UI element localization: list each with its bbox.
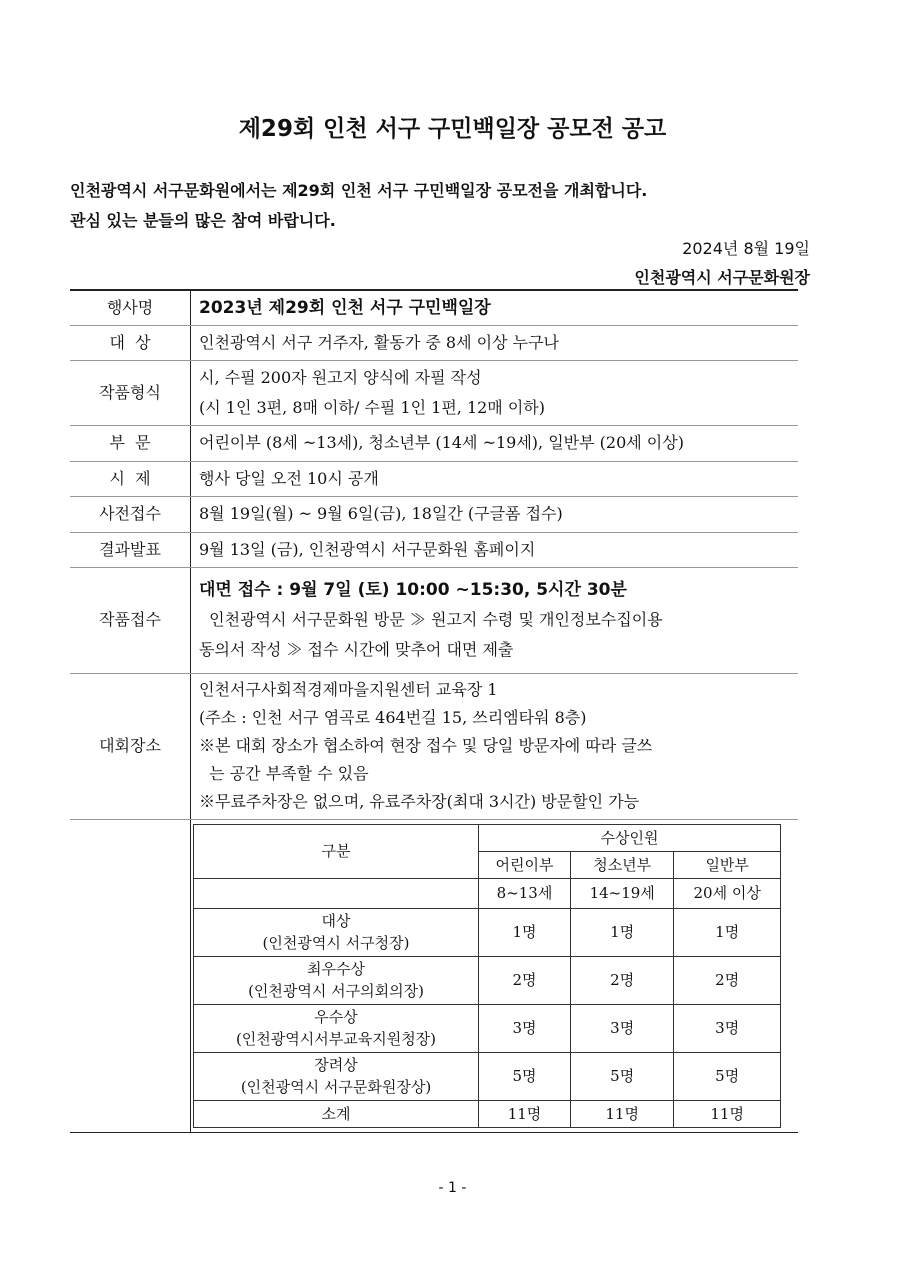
row-value: 어린이부 (8세 ~13세), 청소년부 (14세 ~19세), 일반부 (20세 이상) — [191, 425, 799, 461]
award-count: 3명 — [479, 1004, 571, 1052]
row-label: 행사명 — [70, 290, 191, 325]
line: (시 1인 3편, 8매 이하/ 수필 1인 1편, 12매 이하) — [199, 397, 546, 417]
award-name — [194, 908, 479, 956]
intro-line: 인천광역시 서구문화원에서는 제29회 인천 서구 구민백일장 공모전을 개최합니다. — [70, 181, 648, 200]
line: 인천서구사회적경제마을지원센터 교육장 1 — [199, 680, 498, 699]
award-count: 3명 — [571, 1004, 674, 1052]
notice-date: 2024년 8월 19일 — [682, 239, 810, 258]
total-value: 11명 — [674, 1100, 781, 1127]
award-count: 3명 — [674, 1004, 781, 1052]
intro-line: 관심 있는 분들의 많은 참여 바랍니다. — [70, 211, 336, 230]
award-count: 5명 — [571, 1052, 674, 1100]
line: ※본 대회 장소가 협소하여 현장 접수 및 당일 방문자에 따라 글쓰 — [199, 736, 653, 755]
table-row — [70, 673, 798, 819]
table-row — [70, 532, 798, 567]
division-header: 일반부 — [674, 851, 781, 878]
total-row — [194, 1100, 781, 1127]
row-value — [191, 360, 799, 425]
row-label: 대회장소 — [70, 673, 191, 819]
award-count: 1명 — [571, 908, 674, 956]
line: 인천광역시 서구문화원 방문 ≫ 원고지 수령 및 개인정보수집이용 — [199, 610, 663, 629]
page-number: - 1 - — [438, 1180, 467, 1196]
award-count: 2명 — [571, 956, 674, 1004]
issuer: 인천광역시 서구문화원장 — [634, 268, 810, 287]
table-row — [70, 567, 798, 673]
division-header: 청소년부 — [571, 851, 674, 878]
row-value — [191, 567, 799, 673]
row-label: 대 상 — [70, 325, 191, 360]
table-row — [70, 461, 798, 496]
total-value: 11명 — [479, 1100, 571, 1127]
row-value: 2023년 제29회 인천 서구 구민백일장 — [191, 290, 799, 325]
award-presenter: (인천광역시 서구문화원장상) — [240, 1078, 432, 1096]
table-row — [70, 496, 798, 532]
award-row — [194, 908, 781, 956]
award-title: 최우수상 — [307, 960, 365, 978]
award-count: 1명 — [674, 908, 781, 956]
row-label: 사전접수 — [70, 496, 191, 532]
intro — [70, 176, 647, 236]
age-header: 14~19세 — [571, 878, 674, 908]
award-row — [194, 1004, 781, 1052]
row-value: 행사 당일 오전 10시 공개 — [191, 461, 799, 496]
line: 는 공간 부족할 수 있음 — [199, 764, 369, 783]
award-name — [194, 1004, 479, 1052]
header-count: 수상인원 — [479, 824, 781, 851]
line: 동의서 작성 ≫ 접수 시간에 맞추어 대면 제출 — [199, 640, 514, 659]
award-name — [194, 1052, 479, 1100]
line: (주소 : 인천 서구 염곡로 464번길 15, 쓰리엠타워 8층) — [199, 708, 587, 727]
award-name — [194, 956, 479, 1004]
page-title: 제29회 인천 서구 구민백일장 공모전 공고 — [238, 116, 667, 142]
table-row — [70, 360, 798, 425]
total-value: 11명 — [571, 1100, 674, 1127]
line: ※무료주차장은 없으며, 유료주차장(최대 3시간) 방문할인 가능 — [199, 792, 640, 811]
row-label: 부 문 — [70, 425, 191, 461]
award-presenter: (인천광역시 서구청장) — [262, 934, 410, 952]
award-title: 대상 — [321, 912, 351, 930]
row-value: 인천광역시 서구 거주자, 활동가 중 8세 이상 누구나 — [191, 325, 799, 360]
row-value — [191, 673, 799, 819]
row-label: 시 제 — [70, 461, 191, 496]
row-label: 작품접수 — [70, 567, 191, 673]
age-header: 8~13세 — [479, 878, 571, 908]
row-label: 작품형식 — [70, 360, 191, 425]
award-count: 2명 — [674, 956, 781, 1004]
award-title: 장려상 — [314, 1056, 358, 1074]
award-row — [194, 1052, 781, 1100]
award-title: 우수상 — [314, 1008, 358, 1026]
table-row — [70, 290, 798, 325]
line: 시, 수필 200자 원고지 양식에 자필 작성 — [199, 367, 482, 387]
award-table — [193, 824, 781, 1128]
award-count: 5명 — [479, 1052, 571, 1100]
award-count: 2명 — [479, 956, 571, 1004]
award-count: 1명 — [479, 908, 571, 956]
table-row — [70, 325, 798, 360]
table-row — [70, 425, 798, 461]
award-count: 5명 — [674, 1052, 781, 1100]
age-header: 20세 이상 — [674, 878, 781, 908]
submit-headline: 대면 접수 : 9월 7일 (토) 10:00 ~15:30, 5시간 30분 — [199, 580, 627, 600]
award-presenter: (인천광역시서부교육지원청장) — [235, 1030, 437, 1048]
table-row — [70, 819, 798, 1132]
row-value: 9월 13일 (금), 인천광역시 서구문화원 홈페이지 — [191, 532, 799, 567]
header-category: 구분 — [194, 824, 479, 878]
info-table — [70, 289, 798, 1133]
row-label: 결과발표 — [70, 532, 191, 567]
row-value: 8월 19일(월) ~ 9월 6일(금), 18일간 (구글폼 접수) — [191, 496, 799, 532]
award-row — [194, 956, 781, 1004]
division-header: 어린이부 — [479, 851, 571, 878]
total-label: 소계 — [194, 1100, 479, 1127]
award-presenter: (인천광역시 서구의회의장) — [248, 982, 424, 1000]
